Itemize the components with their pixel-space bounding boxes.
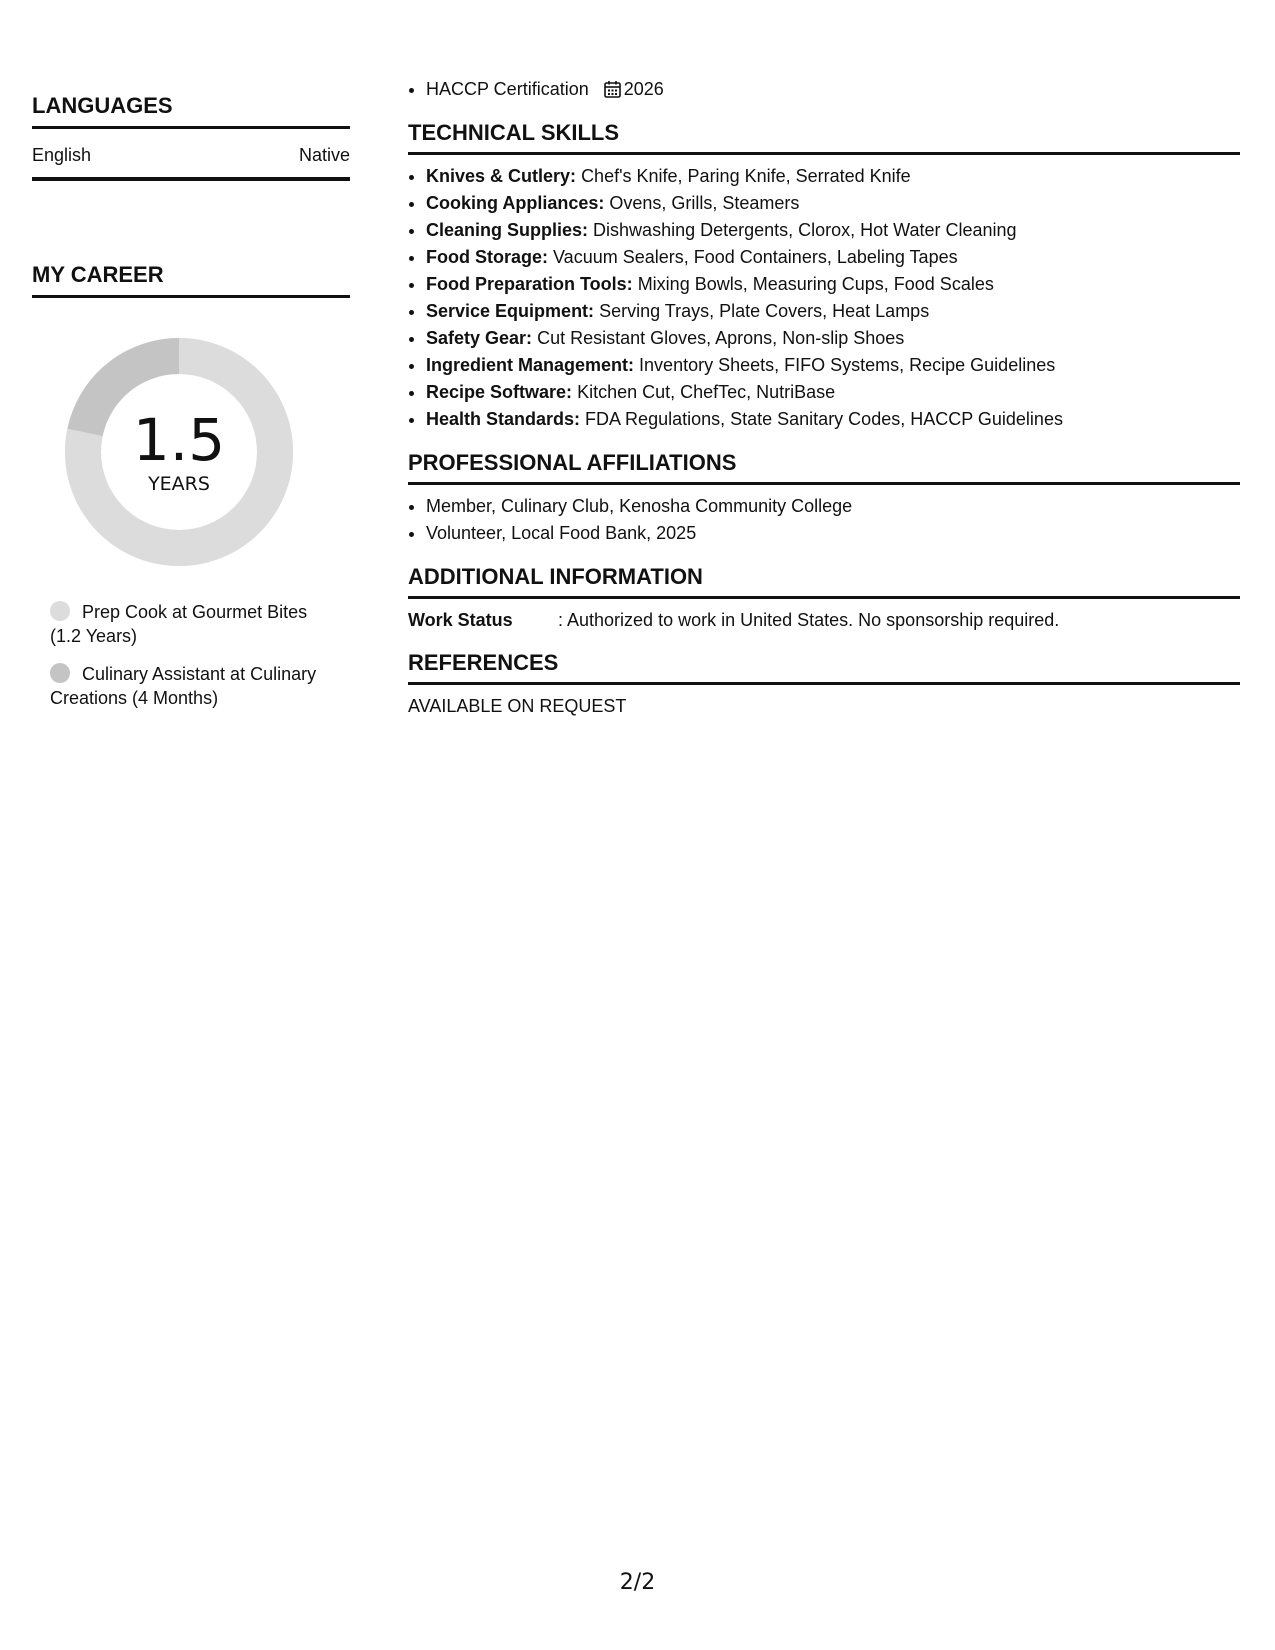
career-legend bbox=[50, 600, 340, 710]
skill-key: Cooking Appliances: bbox=[426, 193, 605, 213]
skill-value: Mixing Bowls, Measuring Cups, Food Scales bbox=[637, 274, 994, 294]
skill-key: Health Standards: bbox=[426, 409, 581, 429]
technical-skills-heading: TECHNICAL SKILLS bbox=[408, 119, 1240, 155]
technical-skills-list bbox=[408, 163, 1240, 433]
skill-item bbox=[426, 325, 1240, 352]
affiliations-list bbox=[408, 493, 1240, 547]
left-column bbox=[32, 92, 350, 724]
skill-value: Kitchen Cut, ChefTec, NutriBase bbox=[577, 382, 836, 402]
donut-center bbox=[65, 338, 293, 566]
skill-value: Ovens, Grills, Steamers bbox=[609, 193, 800, 213]
skill-item bbox=[426, 244, 1240, 271]
skill-key: Ingredient Management: bbox=[426, 355, 635, 375]
language-row bbox=[32, 129, 350, 181]
skill-item bbox=[426, 406, 1240, 433]
career-donut-chart bbox=[65, 338, 293, 566]
certification-list bbox=[408, 76, 1240, 103]
legend-item-culinary-assistant bbox=[50, 662, 340, 710]
skill-key: Food Storage: bbox=[426, 247, 548, 267]
skill-key: Recipe Software: bbox=[426, 382, 573, 402]
languages-heading: LANGUAGES bbox=[32, 92, 350, 129]
legend-label: Culinary Assistant at Culinary Creations (4 Months) bbox=[50, 664, 317, 708]
language-level: Native bbox=[298, 145, 350, 165]
certification-year: 2026 bbox=[623, 79, 664, 99]
right-column bbox=[408, 76, 1240, 719]
legend-dot-icon bbox=[50, 601, 70, 621]
affiliation-item: • Member, Culinary Club, Kenosha Community College bbox=[426, 493, 1240, 520]
affiliation-item: • Volunteer, Local Food Bank, 2025 bbox=[426, 520, 1240, 547]
skill-value: Cut Resistant Gloves, Aprons, Non-slip Shoes bbox=[537, 328, 905, 348]
skill-key: Food Preparation Tools: bbox=[426, 274, 633, 294]
certification-item bbox=[426, 76, 1240, 103]
career-heading: MY CAREER bbox=[32, 261, 350, 298]
skill-item bbox=[426, 271, 1240, 298]
additional-info-heading: ADDITIONAL INFORMATION bbox=[408, 563, 1240, 599]
skill-value: Dishwashing Detergents, Clorox, Hot Water Cleaning bbox=[593, 220, 1017, 240]
legend-label: Prep Cook at Gourmet Bites (1.2 Years) bbox=[50, 602, 308, 646]
skill-value: Inventory Sheets, FIFO Systems, Recipe Guidelines bbox=[639, 355, 1056, 375]
legend-item-prep-cook bbox=[50, 600, 340, 648]
skill-key: Knives & Cutlery: bbox=[426, 166, 577, 186]
skill-item bbox=[426, 352, 1240, 379]
skill-item bbox=[426, 163, 1240, 190]
skill-value: Chef's Knife, Paring Knife, Serrated Knife bbox=[581, 166, 911, 186]
skill-key: Cleaning Supplies: bbox=[426, 220, 589, 240]
skill-key: Service Equipment: bbox=[426, 301, 595, 321]
skill-item bbox=[426, 379, 1240, 406]
certification-name: HACCP Certification bbox=[426, 79, 589, 99]
skill-item bbox=[426, 217, 1240, 244]
references-heading: REFERENCES bbox=[408, 649, 1240, 685]
skill-value: Serving Trays, Plate Covers, Heat Lamps bbox=[599, 301, 930, 321]
work-status-row bbox=[408, 607, 1240, 633]
work-status-value: : Authorized to work in United States. No sponsorship required. bbox=[558, 610, 1060, 630]
work-status-label: Work Status bbox=[408, 610, 513, 630]
language-name: English bbox=[32, 145, 92, 165]
skill-key: Safety Gear: bbox=[426, 328, 533, 348]
career-total-value: 1.5 bbox=[132, 406, 226, 474]
skill-value: Vacuum Sealers, Food Containers, Labeling Tapes bbox=[553, 247, 958, 267]
skill-value: FDA Regulations, State Sanitary Codes, HACCP Guidelines bbox=[585, 409, 1063, 429]
career-total-unit: YEARS bbox=[148, 473, 210, 495]
page-number: 2/2 bbox=[619, 1570, 656, 1595]
skill-item bbox=[426, 190, 1240, 217]
affiliations-heading: PROFESSIONAL AFFILIATIONS bbox=[408, 449, 1240, 485]
references-text: AVAILABLE ON REQUEST bbox=[408, 696, 627, 716]
calendar-icon bbox=[604, 80, 621, 98]
skill-item bbox=[426, 298, 1240, 325]
legend-dot-icon bbox=[50, 663, 70, 683]
